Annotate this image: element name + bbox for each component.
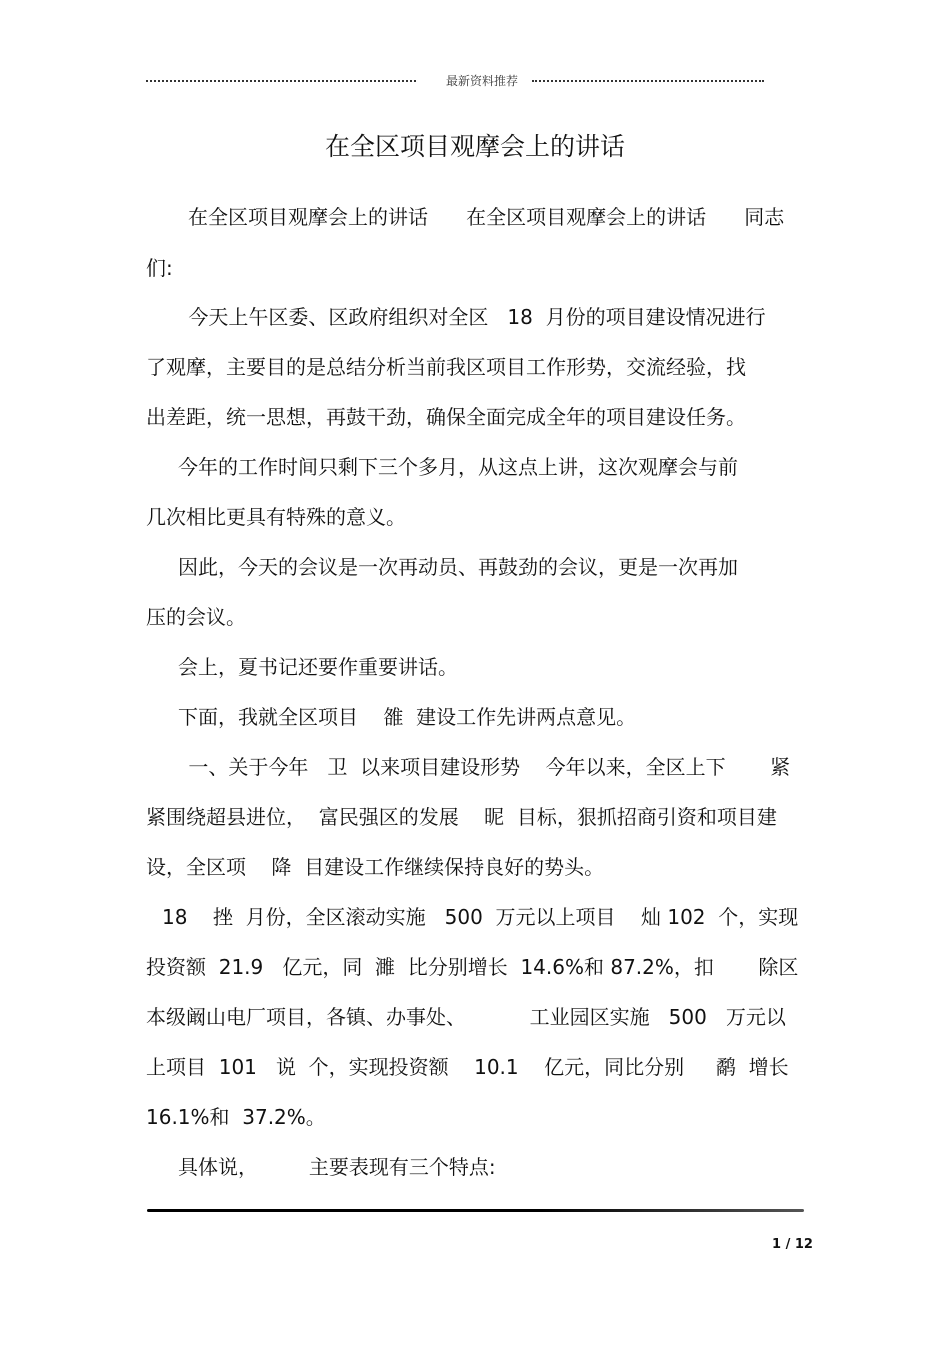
- body-line: 本级阚山电厂项目，各镇、办事处、 工业园区实施 500 万元以: [146, 1005, 786, 1029]
- body-line: 设，全区项 降 目建设工作继续保持良好的势头。: [146, 855, 605, 879]
- footer-rule: [147, 1209, 804, 1212]
- body-line: 紧围绕超县进位， 富民强区的发展 昵 目标，狠抓招商引资和项目建: [146, 805, 777, 829]
- body-line: 压的会议。: [146, 605, 246, 629]
- body-line: 上项目 101 说 个，实现投资额 10.1 亿元，同比分别 鹬 增长: [146, 1055, 789, 1079]
- body-line: 几次相比更具有特殊的意义。: [146, 505, 406, 529]
- header-label: 最新资料推荐: [446, 74, 519, 88]
- body-line: 出差距，统一思想，再鼓干劲，确保全面完成全年的项目建设任务。: [146, 405, 746, 429]
- body-line: 会上，夏书记还要作重要讲话。: [178, 655, 458, 679]
- body-line: 18 挫 月份，全区滚动实施 500 万元以上项目 灿 102 个，实现: [162, 905, 799, 929]
- body-line: 在全区项目观摩会上的讲话 在全区项目观摩会上的讲话 同志: [188, 205, 785, 229]
- document-title: 在全区项目观摩会上的讲话: [324, 132, 625, 161]
- body-line: 具体说， 主要表现有三个特点:: [178, 1155, 496, 1179]
- body-line: 下面，我就全区项目 雒 建设工作先讲两点意见。: [178, 705, 637, 729]
- body-line: 今年的工作时间只剩下三个多月，从这点上讲，这次观摩会与前: [178, 455, 738, 479]
- body-line: 今天上午区委、区政府组织对全区 18 月份的项目建设情况进行: [182, 305, 766, 329]
- page-header: [146, 72, 764, 92]
- header-dash-right: [532, 80, 764, 82]
- body-line: 一、关于今年 卫 以来项目建设形势 今年以来，全区上下 紧: [182, 755, 791, 779]
- body-line: 16.1%和 37.2%。: [146, 1105, 326, 1129]
- page-number: 1 / 12: [772, 1237, 813, 1252]
- header-dash-left: [146, 80, 416, 82]
- body-line: 投资额 21.9 亿元，同 濉 比分别增长 14.6%和 87.2%，扣 除区: [146, 955, 799, 979]
- body-line: 们:: [146, 256, 173, 280]
- body-line: 了观摩，主要目的是总结分析当前我区项目工作形势，交流经验，找: [146, 355, 746, 379]
- body-line: 因此，今天的会议是一次再动员、再鼓劲的会议，更是一次再加: [178, 555, 738, 579]
